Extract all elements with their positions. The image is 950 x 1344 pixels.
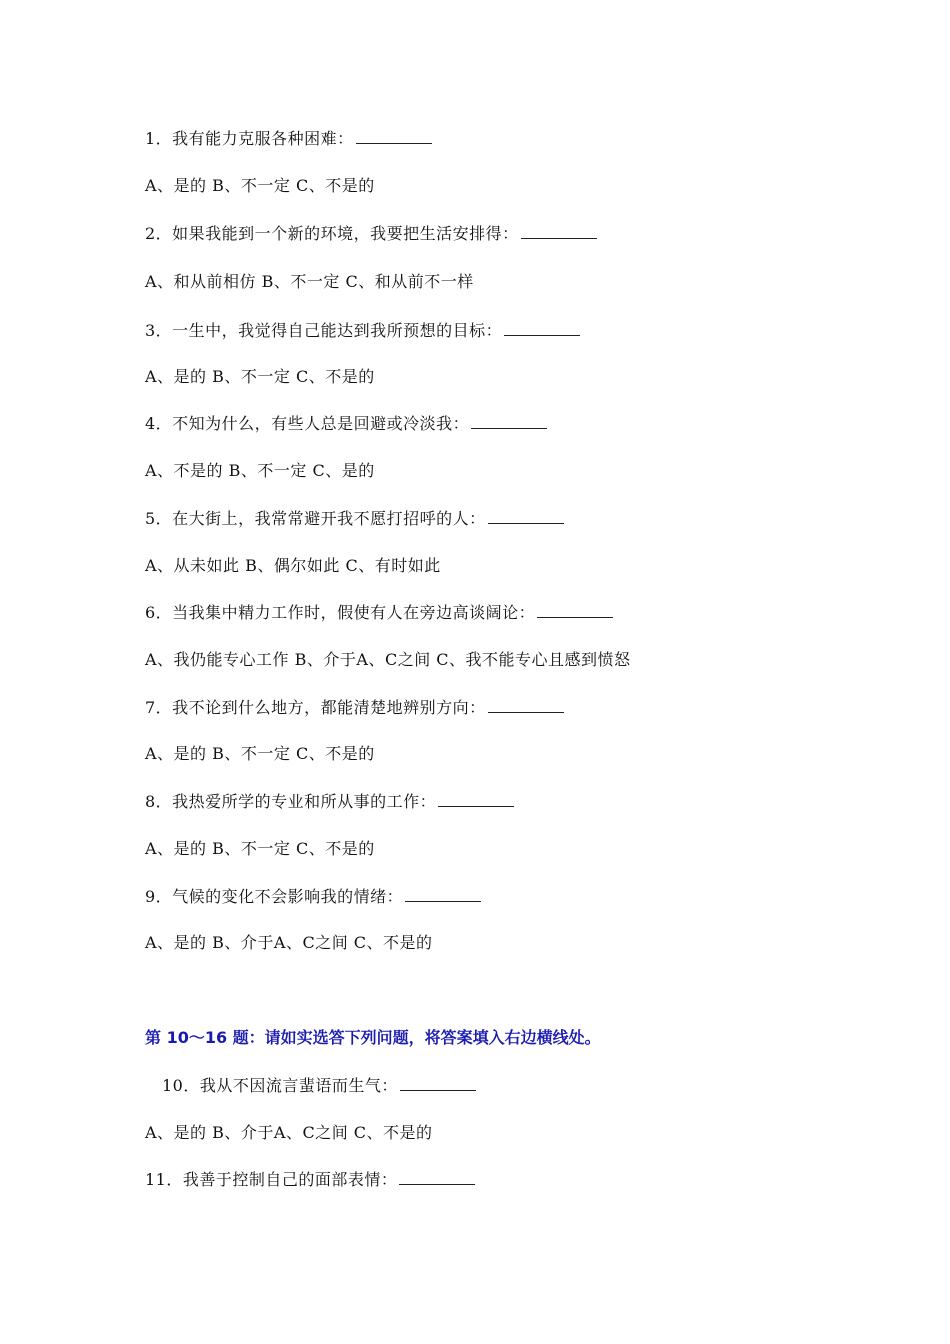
question-11-text: 11．我善于控制自己的面部表情： bbox=[145, 1170, 398, 1189]
options-3: A、是的 B、不一定 C、不是的 bbox=[145, 367, 375, 386]
answer-blank-7[interactable] bbox=[488, 698, 564, 713]
answer-blank-6[interactable] bbox=[537, 603, 613, 618]
question-1-text: 1．我有能力克服各种困难： bbox=[145, 129, 354, 148]
question-7 bbox=[145, 697, 564, 719]
question-11 bbox=[145, 1169, 475, 1191]
options-2: A、和从前相仿 B、不一定 C、和从前不一样 bbox=[145, 272, 474, 291]
options-6: A、我仍能专心工作 B、介于A、C之间 C、我不能专心且感到愤怒 bbox=[145, 650, 631, 669]
options-9: A、是的 B、介于A、C之间 C、不是的 bbox=[145, 933, 433, 952]
question-9 bbox=[145, 886, 481, 908]
answer-blank-8[interactable] bbox=[438, 792, 514, 807]
options-10: A、是的 B、介于A、C之间 C、不是的 bbox=[145, 1123, 433, 1142]
question-10-text: 10．我从不因流言蜚语而生气： bbox=[162, 1076, 398, 1095]
question-2 bbox=[145, 223, 597, 245]
options-7: A、是的 B、不一定 C、不是的 bbox=[145, 744, 375, 763]
question-8-text: 8．我热爱所学的专业和所从事的工作： bbox=[145, 792, 437, 811]
question-10 bbox=[162, 1075, 476, 1097]
question-4 bbox=[145, 413, 547, 435]
answer-blank-2[interactable] bbox=[521, 224, 597, 239]
answer-blank-4[interactable] bbox=[471, 414, 547, 429]
options-5: A、从未如此 B、偶尔如此 C、有时如此 bbox=[145, 556, 441, 575]
answer-blank-1[interactable] bbox=[356, 129, 432, 144]
question-5 bbox=[145, 508, 564, 530]
answer-blank-9[interactable] bbox=[405, 887, 481, 902]
answer-blank-10[interactable] bbox=[400, 1076, 476, 1091]
question-3-text: 3．一生中，我觉得自己能达到我所预想的目标： bbox=[145, 321, 503, 340]
question-7-text: 7．我不论到什么地方，都能清楚地辨别方向： bbox=[145, 698, 486, 717]
answer-blank-3[interactable] bbox=[504, 321, 580, 336]
question-9-text: 9．气候的变化不会影响我的情绪： bbox=[145, 887, 404, 906]
question-3 bbox=[145, 320, 580, 342]
answer-blank-5[interactable] bbox=[488, 509, 564, 524]
question-1 bbox=[145, 128, 432, 150]
question-6-text: 6．当我集中精力工作时，假使有人在旁边高谈阔论： bbox=[145, 603, 536, 622]
question-2-text: 2．如果我能到一个新的环境，我要把生活安排得： bbox=[145, 224, 519, 243]
answer-blank-11[interactable] bbox=[399, 1170, 475, 1185]
options-4: A、不是的 B、不一定 C、是的 bbox=[145, 461, 375, 480]
question-5-text: 5．在大街上，我常常避开我不愿打招呼的人： bbox=[145, 509, 486, 528]
options-1: A、是的 B、不一定 C、不是的 bbox=[145, 176, 375, 195]
question-6 bbox=[145, 602, 613, 624]
section-heading: 第 10～16 题：请如实选答下列问题，将答案填入右边横线处。 bbox=[145, 1028, 601, 1047]
question-4-text: 4．不知为什么，有些人总是回避或冷淡我： bbox=[145, 414, 470, 433]
question-8 bbox=[145, 791, 514, 813]
options-8: A、是的 B、不一定 C、不是的 bbox=[145, 839, 375, 858]
